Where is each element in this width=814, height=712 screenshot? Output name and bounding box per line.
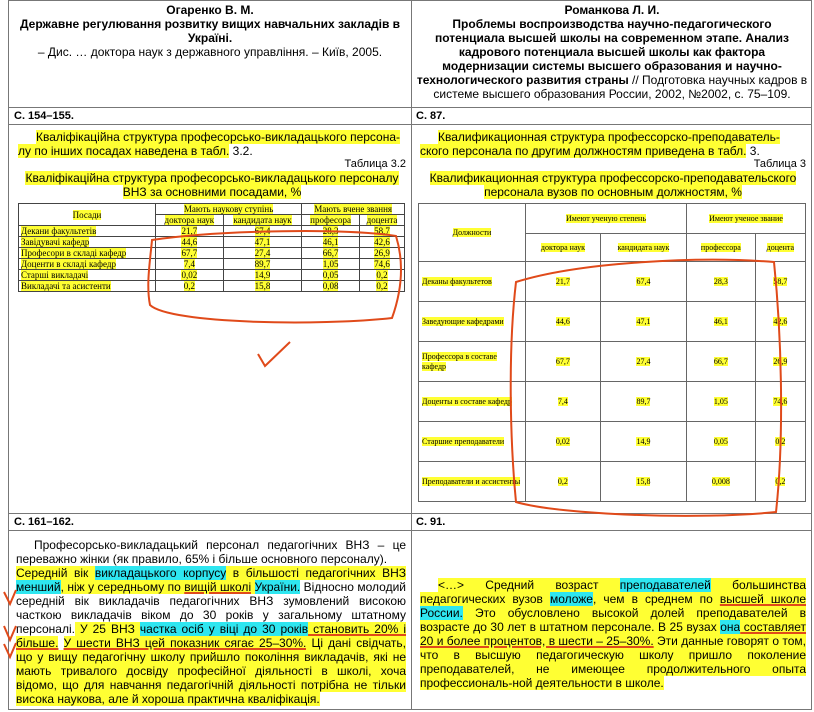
right-data-table: Должности Имеют ученую степень Имеют ученое звание доктора наук кандидата наук профессора доцента Деканы факультетов 21,7 67,4 28,3 58,7 Заведующие кафедрами 44,6 47,1 46,1 42,6 Профессора в составе кафедр 67,7 27,4 66,7 26,9 Доценты в составе кафедр 7,4 89,7 1,05 74,6 Старшие преподаватели 0,02 14,9 0,05 0,2 Преподаватели и ассистенты 0,2 15,8 0,008 0,2 [418, 203, 806, 502]
row-label: Декани факультетів [19, 226, 156, 237]
table-cell: 0,08 [302, 281, 360, 292]
table-cell: 67,7 [156, 248, 224, 259]
table-cell: 26,9 [755, 342, 805, 382]
table-cell: 0,02 [156, 270, 224, 281]
right-title: Проблемы воспроизводства научно-педагогического потенциала высшей школы на современном этапе. Анализ кадрового потенциала высшей школы как фактора модернизации системы высшего образования и научно-технологического развития страны [416, 17, 789, 87]
table-cell: 0,05 [687, 422, 756, 462]
right-subheader-2: профессора [687, 234, 756, 262]
table-cell: 0,2 [359, 281, 404, 292]
left-citation [14, 3, 406, 59]
right-subheader-0: доктора наук [526, 234, 601, 262]
table-cell: 0,2 [755, 422, 805, 462]
right-intro: Квалификационная структура профессорско-преподаватель- ского персонала по другим должностям приведена в табл. 3. Таблица 3 Квалификационная структура профессорско-преподавательского персонала вузов по основным должностям, % [420, 130, 806, 199]
row-label: Старшие преподаватели [419, 422, 526, 462]
table-cell: 74,6 [755, 382, 805, 422]
table-cell: 44,6 [526, 302, 601, 342]
table-cell: 0,2 [359, 270, 404, 281]
row-label: Деканы факультетов [419, 262, 526, 302]
table-cell: 1,05 [302, 259, 360, 270]
row-label: Преподаватели и ассистенты [419, 462, 526, 502]
row-label: Доценты в составе кафедр [419, 382, 526, 422]
row-label: Викладачі та асистенти [19, 281, 156, 292]
row-label: Професори в складі кафедр [19, 248, 156, 259]
table-cell: 0,2 [526, 462, 601, 502]
left-table-label: Таблица 3.2 [344, 158, 406, 170]
table-cell: 66,7 [687, 342, 756, 382]
left-subheader-3: доцента [359, 215, 404, 226]
row-divider-1 [8, 107, 812, 108]
left-data-table: Посади Мають наукову ступінь Мають вчене звання доктора наук кандидата наук професора доцента Декани факультетів 21,7 67,4 28,3 58,7 Завідувачі кафедр 44,6 47,1 46,1 42,6 Професори в складі кафедр 67,7 27,4 66,7 26,9 Доценти в складі кафедр 7,4 89,7 1,05 74,6 Старші викладачі 0,02 14,9 0,05 0,2 Викладачі та асистенти 0,2 15,8 0,08 0,2 [18, 203, 405, 292]
table-cell: 89,7 [600, 382, 686, 422]
table-row [419, 382, 806, 422]
table-cell: 14,9 [223, 270, 302, 281]
row-label: Завідувачі кафедр [19, 237, 156, 248]
table-cell: 7,4 [156, 259, 224, 270]
right-table-label: Таблица 3 [753, 158, 806, 170]
table-cell: 67,7 [526, 342, 601, 382]
table-cell: 66,7 [302, 248, 360, 259]
row-label: Заведующие кафедрами [419, 302, 526, 342]
table-cell: 46,1 [302, 237, 360, 248]
left-title: Державне регулювання розвитку вищих навчальних закладів в Україні. [19, 17, 401, 45]
table-cell: 0,02 [526, 422, 601, 462]
table-cell: 42,6 [755, 302, 805, 342]
left-intro: Кваліфікаційна структура професорсько-викладацького персона- лу по інших посадах наведена в табл. 3.2. Таблица 3.2 Кваліфікаційна структура професорсько-викладацького персоналу ВНЗ за основними посадами, % [18, 130, 406, 199]
row-divider-4 [8, 530, 812, 531]
table-cell: 0,2 [755, 462, 805, 502]
right-pages-1: С. 87. [416, 110, 446, 122]
table-row [419, 262, 806, 302]
table-cell: 58,7 [359, 226, 404, 237]
right-subheader-3: доцента [755, 234, 805, 262]
left-subheader-2: професора [302, 215, 360, 226]
row-divider-3 [8, 513, 812, 514]
right-pages-2: С. 91. [416, 516, 446, 528]
table-row [19, 248, 405, 259]
row-label: Доценти в складі кафедр [19, 259, 156, 270]
table-row [19, 226, 405, 237]
table-cell: 21,7 [526, 262, 601, 302]
table-cell: 67,4 [223, 226, 302, 237]
table-cell: 26,9 [359, 248, 404, 259]
table-row [19, 237, 405, 248]
table-cell: 27,4 [600, 342, 686, 382]
table-row [19, 270, 405, 281]
table-cell: 28,3 [687, 262, 756, 302]
left-subheader-1: кандидата наук [223, 215, 302, 226]
table-cell: 1,05 [687, 382, 756, 422]
table-row [419, 422, 806, 462]
table-row [419, 302, 806, 342]
table-cell: 14,9 [600, 422, 686, 462]
left-paragraph [16, 538, 406, 706]
table-cell: 28,3 [302, 226, 360, 237]
table-cell: 27,4 [223, 248, 302, 259]
right-subheader-1: кандидата наук [600, 234, 686, 262]
table-cell: 0,2 [156, 281, 224, 292]
table-cell: 47,1 [223, 237, 302, 248]
left-subheader-0: доктора наук [156, 215, 224, 226]
table-row [419, 462, 806, 502]
left-pages-2: С. 161–162. [14, 516, 74, 528]
left-table-title: Кваліфікаційна структура професорсько-викладацького персоналу ВНЗ за основними посадами, % [25, 171, 399, 199]
table-cell: 21,7 [156, 226, 224, 237]
table-row [19, 281, 405, 292]
left-author: Огаренко В. М. [166, 3, 254, 17]
left-p2: Середній вік викладацького корпусу в більшості педагогічних ВНЗ менший, ніж у середньому по вищій школі України. Відносно молодий середній вік викладачів педагогічних ВНЗ зумовлений високою часткою викладачів віком до 30 років у загальному штатному персоналі. У 25 ВНЗ частка осіб у віці до 30 років становить 20% і більше. У шести ВНЗ цей показник сягає 25–30%. Ці дані свідчать, що у вищу педагогічну школу прийшло покоління викладачів, які не мають тривалого досвіду професійної діяльності в школі, хоча відомо, що для навчання педагогічній діяльності потрібна не тільки висока наукова, але й хороша практична кваліфікація. [16, 566, 406, 706]
table-cell: 0,05 [302, 270, 360, 281]
right-table-title: Квалификационная структура профессорско-преподавательского персонала вузов по основным должностям, % [429, 171, 797, 199]
table-cell: 15,8 [223, 281, 302, 292]
table-cell: 46,1 [687, 302, 756, 342]
right-source: // Подготовка научных кадров в системе высшего образования России, 2002, №2002, с. 75–109. [433, 73, 808, 101]
table-cell: 67,4 [600, 262, 686, 302]
table-row [419, 342, 806, 382]
table-cell: 74,6 [359, 259, 404, 270]
row-divider-2 [8, 124, 812, 125]
row-label: Старші викладачі [19, 270, 156, 281]
table-cell: 15,8 [600, 462, 686, 502]
right-citation [416, 3, 808, 101]
right-author: Романкова Л. И. [564, 3, 660, 17]
right-paragraph: <…> Средний возраст преподавателей большинства педагогических вузов моложе, чем в среднем по высшей школе России. Это обусловлено высокой долей преподавателей в возрасте до 30 лет в штатном персонале. В 25 вузах она составляет 20 и более процентов, в шести – 25–30%. Эти данные говорят о том, что в высшую педагогическую школу пришло поколение преподавателей, не имеющее продолжительного опыта профессиональ-ной деятельности в школе. [420, 578, 807, 690]
table-cell: 0,008 [687, 462, 756, 502]
table-cell: 42,6 [359, 237, 404, 248]
left-pages-1: С. 154–155. [14, 110, 74, 122]
table-row [19, 259, 405, 270]
table-cell: 7,4 [526, 382, 601, 422]
table-cell: 44,6 [156, 237, 224, 248]
left-p1: Професорсько-викладацький персонал педагогічних ВНЗ – це переважно жінки (як правило, 65% і більше основного персоналу). [16, 538, 406, 566]
table-cell: 58,7 [755, 262, 805, 302]
table-cell: 47,1 [600, 302, 686, 342]
row-label: Профессора в составе кафедр [419, 342, 526, 382]
left-source: – Дис. … доктора наук з державного управління. – Київ, 2005. [37, 45, 383, 59]
table-cell: 89,7 [223, 259, 302, 270]
